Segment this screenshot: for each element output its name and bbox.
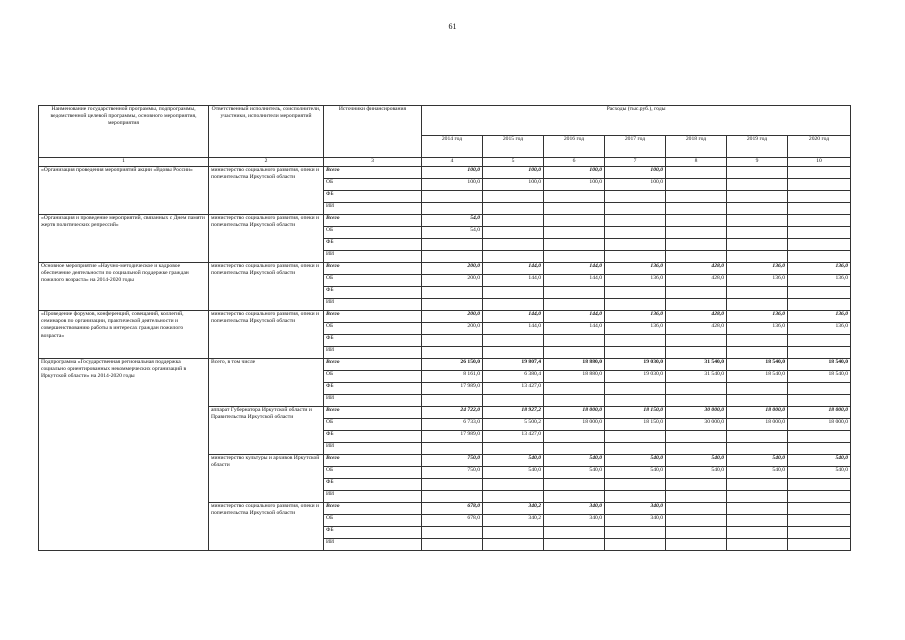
amount-cell: [605, 491, 666, 503]
amount-cell: [483, 395, 544, 407]
amount-cell: 100,0: [605, 167, 666, 179]
funding-source: ИИ: [324, 347, 422, 359]
amount-cell: 100,0: [422, 179, 483, 191]
amount-cell: 18 540,0: [727, 371, 788, 383]
amount-cell: [422, 335, 483, 347]
amount-cell: [483, 479, 544, 491]
amount-cell: 136,0: [788, 275, 851, 287]
funding-source: ОБ: [324, 275, 422, 287]
amount-cell: [666, 479, 727, 491]
amount-cell: [544, 239, 605, 251]
amount-cell: [605, 527, 666, 539]
amount-cell: [666, 383, 727, 395]
funding-source: Всего: [324, 407, 422, 419]
amount-cell: [605, 383, 666, 395]
amount-cell: [666, 503, 727, 515]
amount-cell: 144,0: [544, 263, 605, 275]
amount-cell: [544, 215, 605, 227]
funding-source: ИИ: [324, 203, 422, 215]
amount-cell: [788, 203, 851, 215]
funding-source: Всего: [324, 455, 422, 467]
amount-cell: 6 733,0: [422, 419, 483, 431]
amount-cell: [605, 395, 666, 407]
amount-cell: [483, 491, 544, 503]
amount-cell: 18 150,0: [605, 407, 666, 419]
amount-cell: 13 427,0: [483, 431, 544, 443]
year-header: 2018 год: [666, 136, 727, 158]
amount-cell: [544, 203, 605, 215]
year-header: 2020 год: [788, 136, 851, 158]
amount-cell: [605, 335, 666, 347]
amount-cell: 540,0: [727, 455, 788, 467]
funding-source: ОБ: [324, 179, 422, 191]
amount-cell: [788, 383, 851, 395]
amount-cell: [544, 299, 605, 311]
amount-cell: [605, 239, 666, 251]
amount-cell: 540,0: [483, 455, 544, 467]
numbers-row: [39, 158, 851, 167]
amount-cell: [666, 167, 727, 179]
column-number: 6: [544, 158, 605, 167]
funding-source: Всего: [324, 263, 422, 275]
amount-cell: [666, 227, 727, 239]
amount-cell: [422, 191, 483, 203]
amount-cell: [605, 215, 666, 227]
amount-cell: 540,0: [544, 455, 605, 467]
amount-cell: 18 540,0: [788, 371, 851, 383]
funding-source: Всего: [324, 167, 422, 179]
amount-cell: 18 000,0: [544, 407, 605, 419]
amount-cell: [483, 347, 544, 359]
amount-cell: [605, 479, 666, 491]
amount-cell: [422, 395, 483, 407]
amount-cell: [544, 443, 605, 455]
amount-cell: 340,2: [483, 503, 544, 515]
amount-cell: [422, 479, 483, 491]
amount-cell: 428,0: [666, 323, 727, 335]
subprogram-name: Подпрограмма «Государственная региональная поддержка социально ориентированных некоммерческих организаций в Иркутской области» на 2014-2020 годы: [39, 359, 209, 551]
amount-cell: [605, 227, 666, 239]
amount-cell: 17 989,0: [422, 383, 483, 395]
amount-cell: [666, 491, 727, 503]
amount-cell: 18 000,0: [727, 419, 788, 431]
amount-cell: [483, 335, 544, 347]
amount-cell: [666, 335, 727, 347]
amount-cell: [666, 215, 727, 227]
funding-source: ОБ: [324, 323, 422, 335]
amount-cell: [422, 347, 483, 359]
amount-cell: 18 540,0: [727, 359, 788, 371]
amount-cell: [544, 539, 605, 551]
column-number: 5: [483, 158, 544, 167]
amount-cell: 26 150,0: [422, 359, 483, 371]
amount-cell: [544, 227, 605, 239]
amount-cell: [666, 191, 727, 203]
amount-cell: [788, 395, 851, 407]
funding-source: ФБ: [324, 479, 422, 491]
amount-cell: 144,0: [483, 263, 544, 275]
executor-name: министерство социального развития, опеки и попечительства Иркутской области: [209, 167, 324, 215]
amount-cell: [788, 347, 851, 359]
funding-source: ИИ: [324, 443, 422, 455]
amount-cell: [727, 347, 788, 359]
activity-name: «Организация проведения мероприятий акции «Вдовы России»: [39, 167, 209, 215]
amount-cell: 340,0: [605, 515, 666, 527]
amount-cell: [605, 251, 666, 263]
funding-source: Всего: [324, 359, 422, 371]
amount-cell: [544, 191, 605, 203]
amount-cell: [422, 287, 483, 299]
funding-source: ИИ: [324, 395, 422, 407]
amount-cell: 136,0: [788, 263, 851, 275]
funding-source: ФБ: [324, 527, 422, 539]
amount-cell: 200,0: [422, 275, 483, 287]
column-number: 7: [605, 158, 666, 167]
amount-cell: [788, 527, 851, 539]
amount-cell: [483, 443, 544, 455]
amount-cell: [666, 515, 727, 527]
amount-cell: 8 161,0: [422, 371, 483, 383]
amount-cell: [788, 335, 851, 347]
page-number: 61: [448, 22, 457, 31]
amount-cell: 100,0: [422, 167, 483, 179]
amount-cell: [544, 335, 605, 347]
activity-name: Основное мероприятие «Научно-методическое и кадровое обеспечение деятельности по социальной поддержке граждан пожилого возраста» на 2014-2020 годы: [39, 263, 209, 311]
amount-cell: [727, 431, 788, 443]
amount-cell: [422, 443, 483, 455]
funding-source: ФБ: [324, 335, 422, 347]
amount-cell: 200,0: [422, 263, 483, 275]
amount-cell: 30 000,0: [666, 407, 727, 419]
amount-cell: 100,0: [483, 167, 544, 179]
amount-cell: 18 000,0: [727, 407, 788, 419]
year-header: 2014 год: [422, 136, 483, 158]
amount-cell: 750,0: [422, 467, 483, 479]
funding-source: ФБ: [324, 287, 422, 299]
amount-cell: 17 989,0: [422, 431, 483, 443]
funding-source: ОБ: [324, 467, 422, 479]
amount-cell: 540,0: [605, 455, 666, 467]
amount-cell: [788, 431, 851, 443]
amount-cell: [666, 443, 727, 455]
funding-source: ФБ: [324, 431, 422, 443]
amount-cell: [605, 443, 666, 455]
amount-cell: 144,0: [544, 275, 605, 287]
amount-cell: 18 000,0: [544, 419, 605, 431]
amount-cell: 136,0: [605, 275, 666, 287]
funding-source: ОБ: [324, 419, 422, 431]
year-header: 2015 год: [483, 136, 544, 158]
amount-cell: [544, 479, 605, 491]
amount-cell: [666, 431, 727, 443]
amount-cell: [788, 251, 851, 263]
executor-name: министерство социального развития, опеки и попечительства Иркутской области: [209, 503, 324, 551]
amount-cell: [483, 251, 544, 263]
header-expenses: Расходы (тыс.руб.), годы: [422, 106, 851, 136]
amount-cell: [788, 167, 851, 179]
amount-cell: 428,0: [666, 275, 727, 287]
executor-name: Всего, в том числе: [209, 359, 324, 407]
amount-cell: 540,0: [788, 455, 851, 467]
amount-cell: [544, 395, 605, 407]
amount-cell: 136,0: [605, 263, 666, 275]
header-source: Источники финансирования: [324, 106, 422, 158]
amount-cell: 24 722,0: [422, 407, 483, 419]
amount-cell: 678,0: [422, 503, 483, 515]
header-name: Наименование государственной программы, подпрограммы, ведомственной целевой программы, основного мероприятия, мероприятия: [39, 106, 209, 158]
funding-source: ФБ: [324, 239, 422, 251]
amount-cell: [727, 527, 788, 539]
amount-cell: [605, 347, 666, 359]
amount-cell: 100,0: [544, 179, 605, 191]
amount-cell: [483, 227, 544, 239]
amount-cell: [788, 443, 851, 455]
amount-cell: [666, 299, 727, 311]
amount-cell: [605, 299, 666, 311]
amount-cell: 136,0: [727, 275, 788, 287]
amount-cell: [605, 287, 666, 299]
amount-cell: 30 000,0: [666, 419, 727, 431]
amount-cell: [483, 191, 544, 203]
amount-cell: [788, 179, 851, 191]
amount-cell: 340,2: [483, 515, 544, 527]
amount-cell: [666, 395, 727, 407]
amount-cell: 144,0: [544, 323, 605, 335]
amount-cell: 100,0: [544, 167, 605, 179]
amount-cell: [483, 287, 544, 299]
amount-cell: 144,0: [483, 323, 544, 335]
amount-cell: 54,0: [422, 215, 483, 227]
amount-cell: 340,0: [544, 503, 605, 515]
year-header: 2016 год: [544, 136, 605, 158]
amount-cell: 678,0: [422, 515, 483, 527]
amount-cell: [422, 239, 483, 251]
amount-cell: [605, 191, 666, 203]
amount-cell: 18 150,0: [605, 419, 666, 431]
funding-source: ФБ: [324, 383, 422, 395]
amount-cell: [727, 503, 788, 515]
funding-source: Всего: [324, 311, 422, 323]
amount-cell: [666, 179, 727, 191]
executor-name: министерство социального развития, опеки и попечительства Иркутской области: [209, 311, 324, 359]
amount-cell: 100,0: [483, 179, 544, 191]
amount-cell: 19 807,4: [483, 359, 544, 371]
amount-cell: [666, 539, 727, 551]
funding-source: ОБ: [324, 371, 422, 383]
amount-cell: [727, 395, 788, 407]
amount-cell: [422, 251, 483, 263]
amount-cell: 428,0: [666, 311, 727, 323]
column-number: 2: [209, 158, 324, 167]
amount-cell: [544, 347, 605, 359]
funding-source: ИИ: [324, 539, 422, 551]
amount-cell: [727, 227, 788, 239]
amount-cell: [605, 431, 666, 443]
amount-cell: [727, 203, 788, 215]
amount-cell: [788, 227, 851, 239]
funding-source: ФБ: [324, 191, 422, 203]
table-row: [39, 311, 851, 323]
amount-cell: [788, 515, 851, 527]
amount-cell: [788, 299, 851, 311]
amount-cell: 144,0: [544, 311, 605, 323]
amount-cell: [788, 191, 851, 203]
executor-name: министерство культуры и архивов Иркутской области: [209, 455, 324, 503]
amount-cell: [788, 287, 851, 299]
funding-source: Всего: [324, 503, 422, 515]
amount-cell: [727, 287, 788, 299]
amount-cell: 340,0: [544, 515, 605, 527]
amount-cell: 100,0: [605, 179, 666, 191]
amount-cell: [727, 239, 788, 251]
amount-cell: 428,0: [666, 263, 727, 275]
amount-cell: [422, 299, 483, 311]
year-header: 2017 год: [605, 136, 666, 158]
executor-name: аппарат Губернатора Иркутской области и Правительства Иркутской области: [209, 407, 324, 455]
amount-cell: [727, 539, 788, 551]
amount-cell: 136,0: [605, 311, 666, 323]
amount-cell: [544, 491, 605, 503]
amount-cell: [483, 203, 544, 215]
column-number: 8: [666, 158, 727, 167]
amount-cell: [727, 443, 788, 455]
amount-cell: [605, 539, 666, 551]
table-row: [39, 215, 851, 227]
amount-cell: [727, 383, 788, 395]
funding-source: ИИ: [324, 299, 422, 311]
amount-cell: [666, 203, 727, 215]
table-row: [39, 359, 851, 371]
amount-cell: 540,0: [483, 467, 544, 479]
amount-cell: [788, 539, 851, 551]
executor-name: министерство социального развития, опеки и попечительства Иркутской области: [209, 263, 324, 311]
amount-cell: [483, 527, 544, 539]
amount-cell: 540,0: [727, 467, 788, 479]
funding-source: ОБ: [324, 227, 422, 239]
funding-source: ОБ: [324, 515, 422, 527]
amount-cell: 540,0: [666, 455, 727, 467]
amount-cell: 136,0: [727, 263, 788, 275]
table-body: [39, 167, 851, 551]
amount-cell: 6 380,4: [483, 371, 544, 383]
amount-cell: [727, 299, 788, 311]
amount-cell: [666, 527, 727, 539]
column-number: 4: [422, 158, 483, 167]
amount-cell: [422, 539, 483, 551]
column-number: 9: [727, 158, 788, 167]
amount-cell: [544, 527, 605, 539]
activity-name: «Организация и проведение мероприятий, связанных с Днем памяти жертв политических репрессий»: [39, 215, 209, 263]
amount-cell: 540,0: [544, 467, 605, 479]
table-row: [39, 167, 851, 179]
amount-cell: 5 500,2: [483, 419, 544, 431]
column-number: 3: [324, 158, 422, 167]
column-number: 10: [788, 158, 851, 167]
amount-cell: [422, 527, 483, 539]
amount-cell: 136,0: [727, 323, 788, 335]
amount-cell: 13 427,0: [483, 383, 544, 395]
executor-name: министерство социального развития, опеки и попечительства Иркутской области: [209, 215, 324, 263]
amount-cell: 31 540,0: [666, 371, 727, 383]
activity-name: «Проведение форумов, конференций, совещаний, коллегий, семинаров по организации, практической деятельности и совершенствованию работы в интересах граждан пожилого возраста»: [39, 311, 209, 359]
amount-cell: [727, 251, 788, 263]
amount-cell: [483, 239, 544, 251]
amount-cell: [727, 491, 788, 503]
amount-cell: [605, 203, 666, 215]
amount-cell: 136,0: [727, 311, 788, 323]
amount-cell: 18 540,0: [788, 359, 851, 371]
funding-source: Всего: [324, 215, 422, 227]
budget-table: [38, 105, 851, 551]
amount-cell: [727, 191, 788, 203]
amount-cell: 136,0: [605, 323, 666, 335]
amount-cell: [788, 239, 851, 251]
amount-cell: [727, 215, 788, 227]
amount-cell: [727, 335, 788, 347]
amount-cell: 136,0: [788, 323, 851, 335]
amount-cell: 540,0: [666, 467, 727, 479]
amount-cell: [666, 251, 727, 263]
amount-cell: 31 540,0: [666, 359, 727, 371]
amount-cell: 19 030,0: [605, 371, 666, 383]
amount-cell: [788, 215, 851, 227]
amount-cell: [422, 491, 483, 503]
amount-cell: [727, 479, 788, 491]
amount-cell: 18 880,0: [544, 359, 605, 371]
header-executor: Ответственный исполнитель, соисполнители, участники, исполнители мероприятий: [209, 106, 324, 158]
funding-source: ИИ: [324, 251, 422, 263]
amount-cell: 750,0: [422, 455, 483, 467]
column-number: 1: [39, 158, 209, 167]
amount-cell: [544, 287, 605, 299]
amount-cell: 144,0: [483, 311, 544, 323]
amount-cell: 18 000,0: [788, 419, 851, 431]
year-header: 2019 год: [727, 136, 788, 158]
amount-cell: 540,0: [788, 467, 851, 479]
amount-cell: 340,0: [605, 503, 666, 515]
amount-cell: [788, 479, 851, 491]
amount-cell: [544, 431, 605, 443]
amount-cell: 54,0: [422, 227, 483, 239]
amount-cell: 540,0: [605, 467, 666, 479]
amount-cell: [666, 239, 727, 251]
amount-cell: [727, 515, 788, 527]
amount-cell: [483, 299, 544, 311]
amount-cell: [727, 167, 788, 179]
amount-cell: [483, 539, 544, 551]
amount-cell: [544, 251, 605, 263]
amount-cell: [666, 347, 727, 359]
table-row: [39, 263, 851, 275]
amount-cell: [483, 215, 544, 227]
amount-cell: 18 880,0: [544, 371, 605, 383]
funding-source: ИИ: [324, 491, 422, 503]
amount-cell: 144,0: [483, 275, 544, 287]
amount-cell: 18 927,2: [483, 407, 544, 419]
amount-cell: 18 000,0: [788, 407, 851, 419]
amount-cell: 200,0: [422, 311, 483, 323]
amount-cell: [788, 503, 851, 515]
amount-cell: 19 030,0: [605, 359, 666, 371]
amount-cell: 136,0: [788, 311, 851, 323]
amount-cell: [422, 203, 483, 215]
amount-cell: 200,0: [422, 323, 483, 335]
amount-cell: [788, 491, 851, 503]
amount-cell: [727, 179, 788, 191]
amount-cell: [544, 383, 605, 395]
amount-cell: [666, 287, 727, 299]
